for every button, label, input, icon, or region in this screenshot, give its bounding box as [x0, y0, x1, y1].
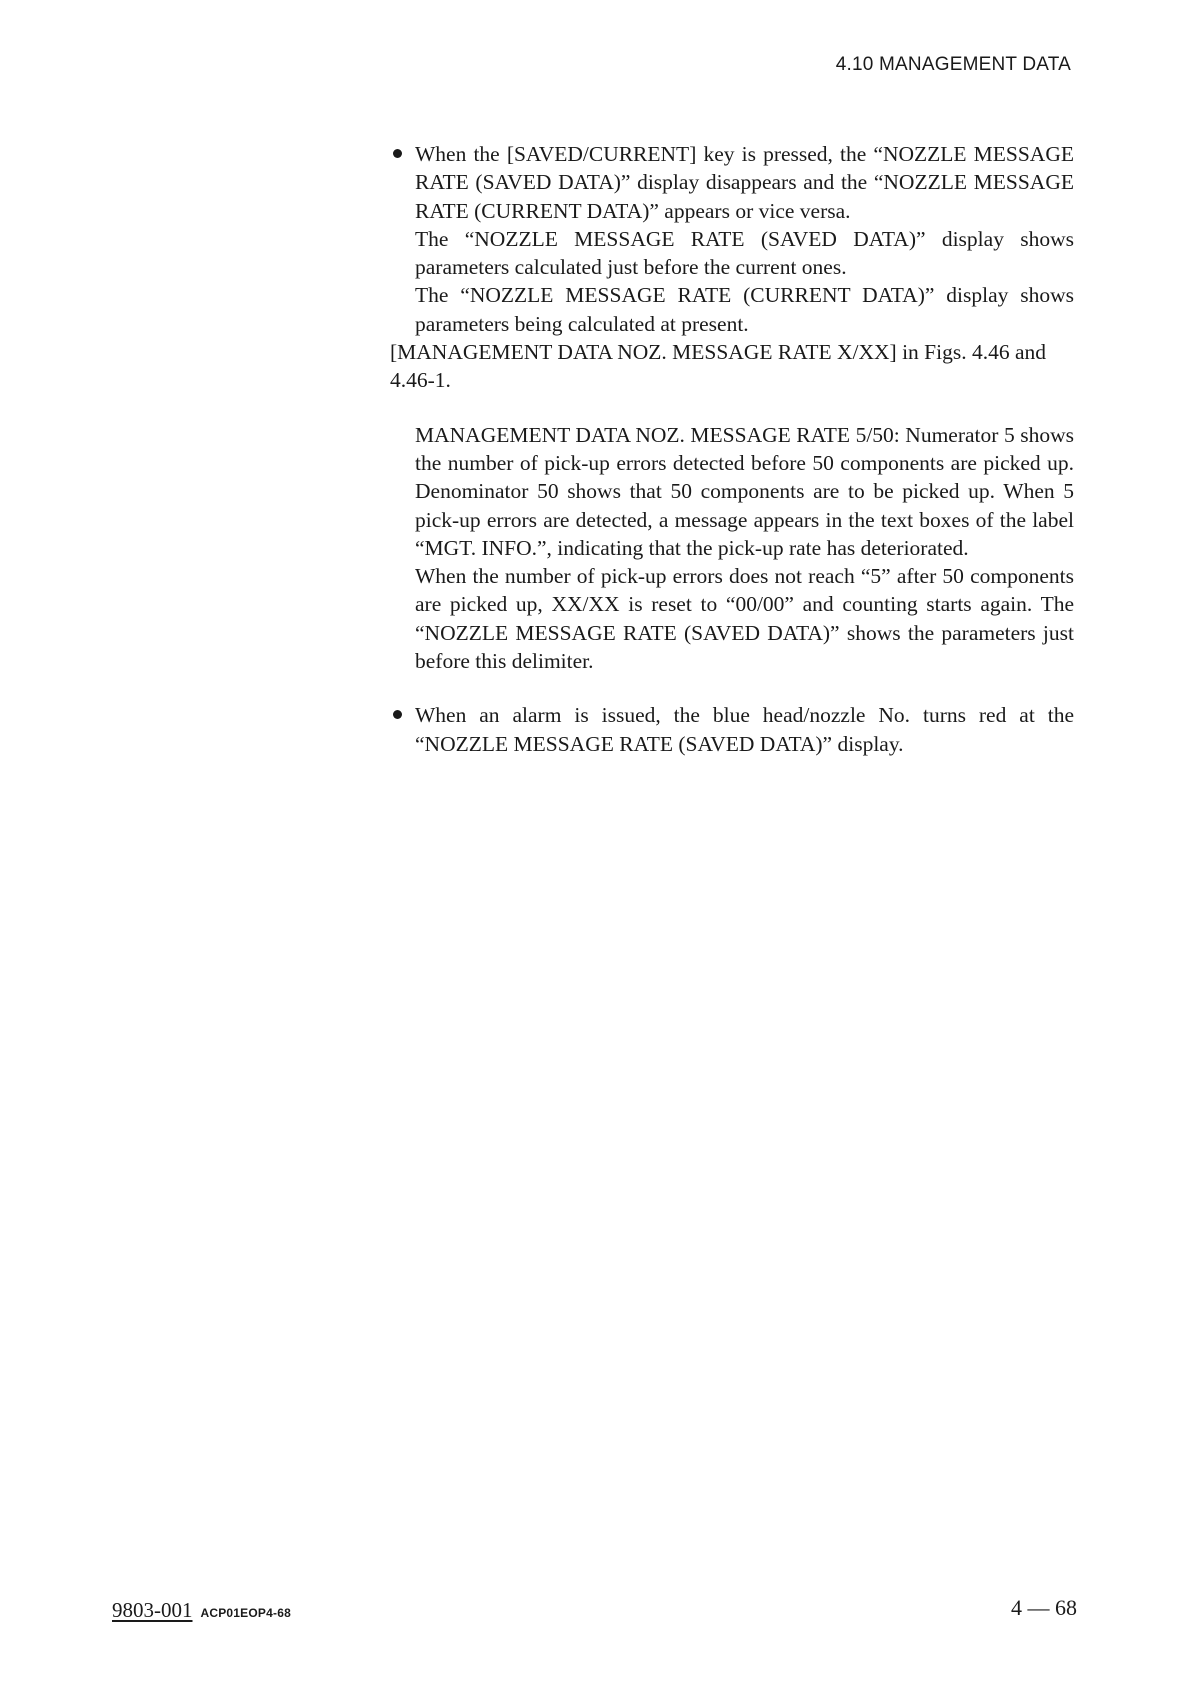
bullet-paragraph: The “NOZZLE MESSAGE RATE (SAVED DATA)” display shows parameters calculated just before the current ones.	[415, 226, 1074, 280]
bullet-item-alarm	[415, 701, 1074, 758]
bullet-paragraph: When the [SAVED/CURRENT] key is pressed, the “NOZZLE MESSAGE RATE (SAVED DATA)” display disappears and the “NOZZLE MESSAGE RATE (CURRENT DATA)” appears or vice versa.	[415, 142, 1074, 223]
explanation-block	[415, 421, 1074, 676]
bullet-item-saved-current	[415, 140, 1074, 338]
explanation-paragraph: MANAGEMENT DATA NOZ. MESSAGE RATE 5/50: Numerator 5 shows the number of pick-up errors detected before 50 components are picked up. Denominator 50 shows that 50 components are to be picked up. When 5 pick-up errors are detected, a message appears in the text boxes of the label “MGT. INFO.”, indicating that the pick-up rate has deteriorated.	[415, 422, 1074, 560]
page-number: 4 — 68	[1011, 1595, 1077, 1620]
document-number: 9803-001	[112, 1598, 193, 1622]
figure-reference: [MANAGEMENT DATA NOZ. MESSAGE RATE X/XX] in Figs. 4.46 and 4.46-1.	[390, 340, 1047, 393]
footer-doc-id	[112, 1598, 291, 1623]
bullet-icon	[393, 149, 402, 158]
bullet-paragraph: When an alarm is issued, the blue head/nozzle No. turns red at the “NOZZLE MESSAGE RATE (SAVED DATA)” display.	[415, 703, 1074, 756]
bullet-paragraph: The “NOZZLE MESSAGE RATE (CURRENT DATA)” display shows parameters being calculated at present.	[415, 283, 1074, 336]
bullet-icon	[393, 710, 402, 719]
document-code: ACP01EOP4-68	[200, 1606, 291, 1620]
main-content	[390, 140, 1074, 758]
section-header: 4.10 MANAGEMENT DATA	[835, 54, 1071, 75]
explanation-paragraph: When the number of pick-up errors does not reach “5” after 50 components are picked up, XX/XX is reset to “00/00” and counting starts again. The “NOZZLE MESSAGE RATE (SAVED DATA)” shows the parameters just before this delimiter.	[415, 564, 1074, 674]
